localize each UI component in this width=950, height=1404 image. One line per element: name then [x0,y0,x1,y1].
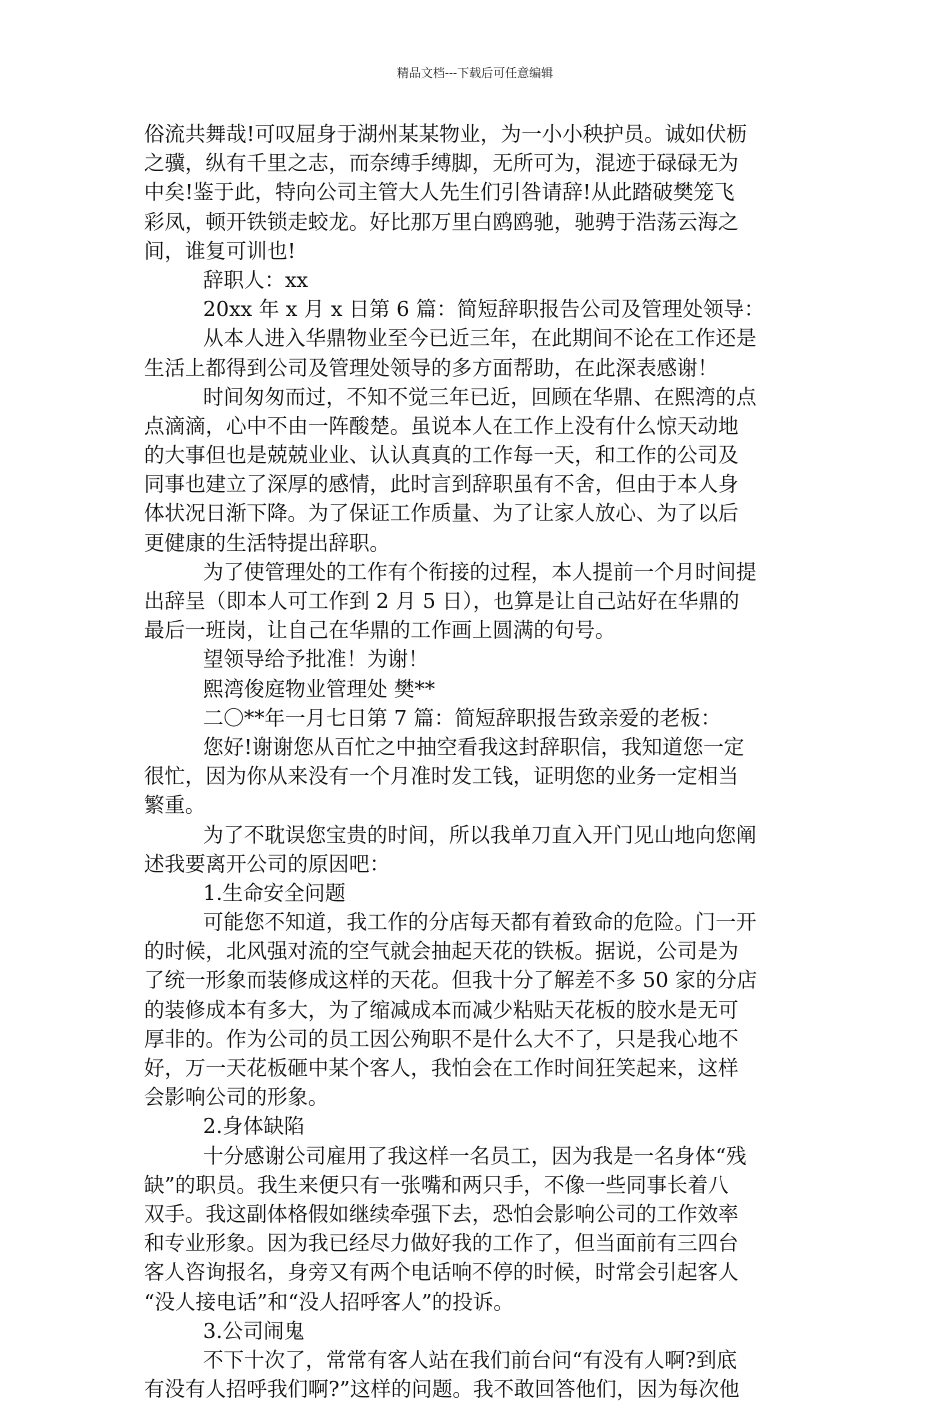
text-line: 客人咨询报名，身旁又有两个电话响不停的时候，时常会引起客人 [144,1260,739,1285]
text-line: 会影响公司的形象。 [144,1085,329,1110]
text-line: 彩凤，顿开铁锁走蛟龙。好比那万里白鸥鸥驰，驰骋于浩荡云海之 [144,209,739,234]
text-line: 时间匆匆而过，不知不觉三年已近，回顾在华鼎、在熙湾的点 [203,384,757,409]
text-line: “没人接电话”和“没人招呼客人”的投诉。 [144,1289,514,1314]
text-line: 好，万一天花板砸中某个客人，我怕会在工作时间狂笑起来，这样 [144,1056,739,1080]
text-line: 生活上都得到公司及管理处领导的多方面帮助，在此深表感谢！ [144,355,718,380]
text-line: 点滴滴，心中不由一阵酸楚。虽说本人在工作上没有什么惊天动地 [144,413,739,438]
text-line: 同事也建立了深厚的感情，此时言到辞职虽有不舍，但由于本人身 [144,472,739,497]
text-line: 之骥，纵有千里之志，而奈缚手缚脚，无所可为，混迹于碌碌无为 [144,151,739,176]
text-line: 十分感谢公司雇用了我这样一名员工，因为我是一名身体“残 [203,1143,747,1168]
text-line: 很忙，因为你从来没有一个月准时发工钱，证明您的业务一定相当 [144,764,739,789]
text-line: 可能您不知道，我工作的分店每天都有着致命的危险。门一开 [203,910,757,935]
text-line: 的时候，北风强对流的空气就会抽起天花的铁板。据说，公司是为 [144,939,739,964]
text-line: 望领导给予批准！为谢！ [203,647,429,672]
text-line: 从本人进入华鼎物业至今已近三年，在此期间不论在工作还是 [203,326,757,351]
text-line: 1.生命安全问题 [203,880,346,905]
page-header: 精品文档---下载后可任意编辑 [396,66,554,80]
text-line: 2.身体缺陷 [203,1114,305,1139]
text-line: 出辞呈（即本人可工作到 2 月 5 日），也算是让自己站好在华鼎的 [144,589,740,613]
text-line: 体状况日渐下降。为了保证工作质量、为了让家人放心、为了以后 [144,501,739,526]
text-line: 间，谁复可训也! [144,238,296,263]
text-line: 缺”的职员。我生来便只有一张嘴和两只手，不像一些同事长着八 [144,1172,729,1197]
text-line: 二〇**年一月七日第 7 篇：简短辞职报告致亲爱的老板： [203,705,722,730]
text-line: 有没有人招呼我们啊?”这样的问题。我不敢回答他们，因为每次他 [144,1377,740,1402]
text-line: 为了不耽误您宝贵的时间，所以我单刀直入开门见山地向您阐 [203,822,757,847]
text-line: 厚非的。作为公司的员工因公殉职不是什么大不了，只是我心地不 [144,1026,739,1051]
text-line: 更健康的生活特提出辞职。 [144,530,390,555]
text-line: 的大事但也是兢兢业业、认认真真的工作每一天，和工作的公司及 [144,443,739,468]
text-line: 不下十次了，常常有客人站在我们前台问“有没有人啊?到底 [203,1347,737,1372]
text-line: 俗流共舞哉!可叹屈身于湖州某某物业，为一小小秧护员。诚如伏枥 [144,122,747,146]
text-line: 的装修成本有多大，为了缩减成本而减少粘贴天花板的胶水是无可 [144,997,739,1022]
text-line: 您好!谢谢您从百忙之中抽空看我这封辞职信，我知道您一定 [203,734,745,759]
text-line: 熙湾俊庭物业管理处 樊** [203,676,436,701]
text-line: 为了使管理处的工作有个衔接的过程，本人提前一个月时间提 [203,559,757,584]
text-line: 20xx 年 x 月 x 日第 6 篇：简短辞职报告公司及管理处领导： [203,297,765,322]
text-line: 了统一形象而装修成这样的天花。但我十分了解差不多 50 家的分店 [144,968,758,993]
text-line: 中矣!鉴于此，特向公司主管大人先生们引咎请辞!从此踏破樊笼飞 [144,180,735,205]
text-line: 繁重。 [144,793,206,818]
text-line: 辞职人：xx [203,267,309,292]
text-line: 3.公司闹鬼 [203,1318,305,1343]
text-line: 述我要离开公司的原因吧： [144,851,390,876]
text-line: 和专业形象。因为我已经尽力做好我的工作了，但当面前有三四台 [144,1231,739,1256]
text-line: 最后一班岗，让自己在华鼎的工作画上圆满的句号。 [144,618,616,643]
document-body [144,120,808,1404]
text-line: 双手。我这副体格假如继续牵强下去，恐怕会影响公司的工作效率 [144,1201,739,1226]
